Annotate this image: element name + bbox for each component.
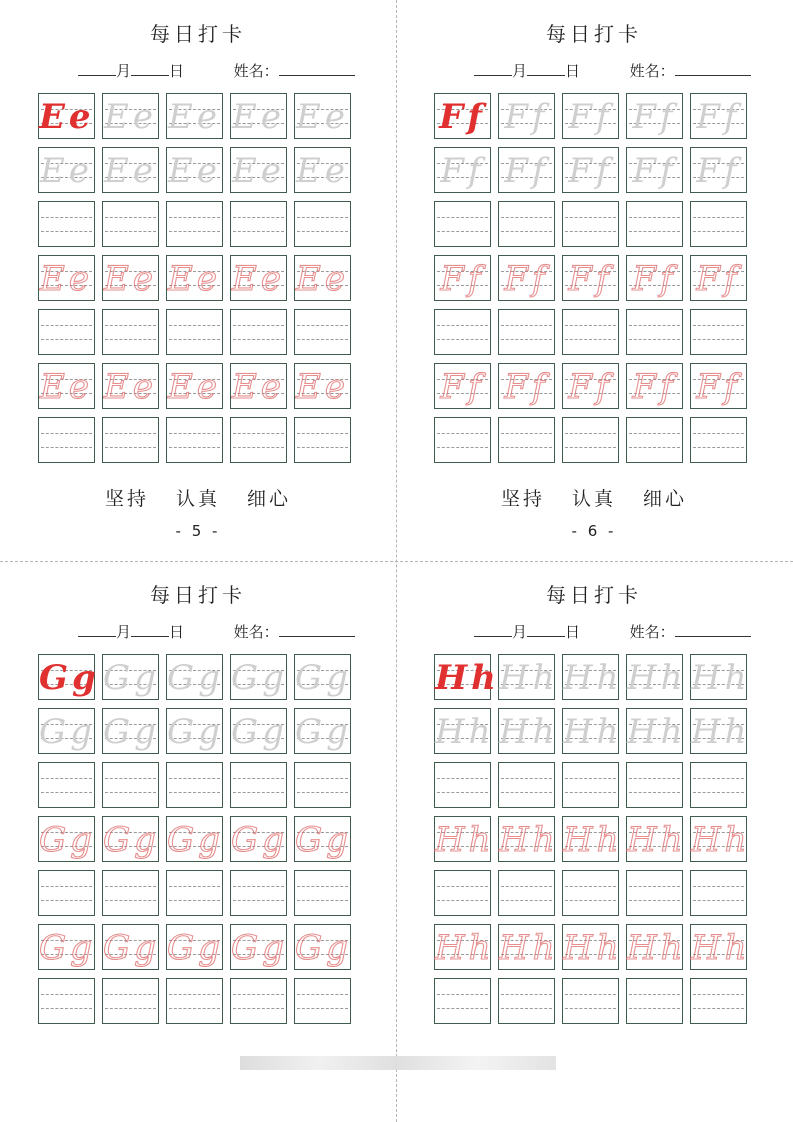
trace-letters: Ff — [632, 97, 677, 137]
writing-cell[interactable] — [230, 309, 287, 355]
trace-letters: Ee — [232, 151, 285, 191]
writing-cell[interactable] — [166, 93, 223, 139]
writing-cell[interactable] — [434, 255, 491, 301]
dotted-trace-letters: Ff — [504, 259, 549, 299]
panel-title: 每日打卡 — [150, 22, 246, 46]
writing-cell[interactable] — [434, 654, 500, 700]
model-letters: Ff — [439, 97, 486, 137]
date-name-line — [474, 60, 751, 81]
grid-row — [38, 762, 351, 808]
writing-cell[interactable] — [498, 93, 555, 139]
writing-cell[interactable] — [294, 93, 351, 139]
trace-letters: Gg — [103, 712, 160, 752]
writing-cell[interactable] — [498, 654, 559, 700]
writing-cell[interactable] — [102, 762, 159, 808]
dotted-trace-letters: Hh — [563, 928, 623, 968]
writing-cell[interactable] — [498, 870, 555, 916]
grid-row — [38, 201, 351, 247]
writing-cell[interactable] — [690, 762, 747, 808]
month-blank[interactable] — [78, 622, 116, 637]
day-label: 日 — [565, 62, 581, 80]
dotted-trace-letters: Ee — [104, 367, 157, 407]
name-blank[interactable] — [279, 61, 355, 76]
month-label: 月 — [512, 623, 528, 641]
grid-row — [38, 870, 351, 916]
trace-letters: Ee — [168, 97, 221, 137]
writing-cell[interactable] — [626, 309, 683, 355]
writing-cell[interactable] — [166, 417, 223, 463]
writing-cell[interactable] — [434, 93, 491, 139]
grid-row — [38, 93, 351, 139]
worksheet-panel — [396, 0, 792, 561]
writing-cell[interactable] — [562, 363, 619, 409]
trace-letters: Ff — [696, 97, 741, 137]
grid-row — [434, 255, 747, 301]
writing-cell[interactable] — [38, 870, 95, 916]
writing-cell[interactable] — [166, 255, 223, 301]
writing-cell[interactable] — [498, 978, 555, 1024]
grid-row — [38, 147, 351, 193]
grid-row — [38, 978, 351, 1024]
dotted-trace-letters: Hh — [435, 928, 495, 968]
writing-grid — [38, 654, 351, 1032]
writing-cell[interactable] — [626, 816, 687, 862]
trace-letters: Gg — [39, 712, 96, 752]
writing-cell[interactable] — [294, 978, 351, 1024]
model-letters: Gg — [39, 658, 100, 698]
writing-cell[interactable] — [562, 309, 619, 355]
dotted-trace-letters: Ee — [232, 259, 285, 299]
writing-cell[interactable] — [166, 708, 223, 754]
dotted-trace-letters: Hh — [499, 820, 559, 860]
grid-row — [434, 309, 747, 355]
grid-row — [434, 762, 747, 808]
dotted-trace-letters: Ff — [440, 367, 485, 407]
writing-cell[interactable] — [626, 363, 683, 409]
writing-cell[interactable] — [626, 924, 687, 970]
dotted-trace-letters: Gg — [103, 820, 160, 860]
worksheet-panel — [0, 561, 396, 1031]
dotted-trace-letters: Gg — [39, 820, 96, 860]
writing-cell[interactable] — [294, 654, 351, 700]
dotted-trace-letters: Hh — [435, 820, 495, 860]
name-blank[interactable] — [675, 622, 751, 637]
writing-cell[interactable] — [690, 708, 751, 754]
trace-letters: Ee — [104, 151, 157, 191]
dotted-trace-letters: Hh — [499, 928, 559, 968]
grid-row — [38, 417, 351, 463]
dotted-trace-letters: Hh — [627, 820, 687, 860]
blurred-watermark — [240, 1056, 556, 1070]
writing-cell[interactable] — [102, 93, 159, 139]
writing-cell[interactable] — [38, 978, 95, 1024]
writing-cell[interactable] — [102, 201, 159, 247]
writing-cell[interactable] — [498, 309, 555, 355]
writing-cell[interactable] — [230, 363, 287, 409]
writing-cell[interactable] — [38, 708, 95, 754]
motto: 坚持 认真 细心 — [500, 488, 688, 510]
writing-cell[interactable] — [562, 924, 623, 970]
writing-cell[interactable] — [626, 870, 683, 916]
month-blank[interactable] — [474, 622, 512, 637]
writing-cell[interactable] — [562, 978, 619, 1024]
writing-cell[interactable] — [690, 654, 751, 700]
writing-cell[interactable] — [102, 870, 159, 916]
writing-cell[interactable] — [562, 201, 619, 247]
day-blank[interactable] — [131, 61, 169, 76]
dotted-trace-letters: Ee — [40, 259, 93, 299]
writing-cell[interactable] — [294, 870, 351, 916]
dotted-trace-letters: Gg — [295, 820, 352, 860]
writing-cell[interactable] — [230, 147, 287, 193]
model-letters: Hh — [435, 658, 500, 698]
writing-cell[interactable] — [102, 309, 159, 355]
dotted-trace-letters: Hh — [627, 928, 687, 968]
trace-letters: Gg — [295, 658, 352, 698]
name-label: 姓名： — [629, 623, 675, 641]
writing-cell[interactable] — [102, 363, 159, 409]
trace-letters: Ee — [232, 97, 285, 137]
dotted-trace-letters: Ee — [168, 367, 221, 407]
writing-cell[interactable] — [498, 762, 555, 808]
month-blank[interactable] — [78, 61, 116, 76]
panel-title: 每日打卡 — [150, 583, 246, 607]
grid-row — [434, 708, 751, 754]
writing-cell[interactable] — [294, 363, 351, 409]
month-label: 月 — [512, 62, 528, 80]
writing-cell[interactable] — [38, 363, 95, 409]
dotted-trace-letters: Ff — [440, 259, 485, 299]
writing-cell[interactable] — [166, 762, 223, 808]
dotted-trace-letters: Ee — [232, 367, 285, 407]
page-number: - 6 - — [571, 522, 617, 540]
writing-cell[interactable] — [294, 255, 351, 301]
dotted-trace-letters: Gg — [167, 820, 224, 860]
day-blank[interactable] — [527, 61, 565, 76]
grid-row — [434, 363, 747, 409]
writing-cell[interactable] — [562, 147, 619, 193]
dotted-trace-letters: Gg — [167, 928, 224, 968]
writing-cell[interactable] — [38, 201, 95, 247]
writing-cell[interactable] — [38, 654, 100, 700]
month-label: 月 — [116, 62, 132, 80]
writing-cell[interactable] — [166, 816, 223, 862]
grid-row — [434, 654, 751, 700]
writing-cell[interactable] — [230, 708, 287, 754]
writing-cell[interactable] — [626, 708, 687, 754]
trace-letters: Hh — [691, 712, 751, 752]
writing-cell[interactable] — [102, 708, 159, 754]
dotted-trace-letters: Hh — [563, 820, 623, 860]
day-blank[interactable] — [131, 622, 169, 637]
writing-cell[interactable] — [294, 924, 351, 970]
writing-cell[interactable] — [498, 816, 559, 862]
writing-cell[interactable] — [690, 816, 751, 862]
dotted-trace-letters: Ee — [296, 367, 349, 407]
writing-cell[interactable] — [626, 417, 683, 463]
grid-row — [434, 93, 747, 139]
trace-letters: Gg — [103, 658, 160, 698]
writing-cell[interactable] — [562, 708, 623, 754]
trace-letters: Hh — [499, 658, 559, 698]
day-label: 日 — [169, 62, 185, 80]
writing-cell[interactable] — [690, 924, 751, 970]
dotted-trace-letters: Gg — [103, 928, 160, 968]
trace-letters: Ee — [296, 97, 349, 137]
writing-cell[interactable] — [434, 870, 491, 916]
writing-cell[interactable] — [498, 708, 559, 754]
writing-cell[interactable] — [230, 924, 287, 970]
writing-cell[interactable] — [294, 201, 351, 247]
writing-cell[interactable] — [626, 201, 683, 247]
dotted-trace-letters: Hh — [691, 820, 751, 860]
dotted-trace-letters: Ff — [632, 259, 677, 299]
writing-cell[interactable] — [498, 255, 555, 301]
dotted-trace-letters: Ff — [696, 367, 741, 407]
writing-cell[interactable] — [38, 762, 95, 808]
writing-cell[interactable] — [498, 147, 555, 193]
dotted-trace-letters: Gg — [231, 820, 288, 860]
dotted-trace-letters: Gg — [231, 928, 288, 968]
trace-letters: Ee — [168, 151, 221, 191]
grid-row — [434, 417, 747, 463]
writing-cell[interactable] — [166, 363, 223, 409]
dotted-trace-letters: Ee — [296, 259, 349, 299]
writing-cell[interactable] — [498, 417, 555, 463]
trace-letters: Gg — [167, 658, 224, 698]
trace-letters: Ee — [104, 97, 157, 137]
trace-letters: Ff — [696, 151, 741, 191]
writing-cell[interactable] — [562, 93, 619, 139]
writing-grid — [434, 654, 751, 1032]
trace-letters: Ff — [568, 97, 613, 137]
writing-cell[interactable] — [294, 816, 351, 862]
grid-row — [38, 654, 351, 700]
writing-cell[interactable] — [38, 417, 95, 463]
grid-row — [434, 978, 747, 1024]
dotted-trace-letters: Ff — [696, 259, 741, 299]
writing-cell[interactable] — [166, 870, 223, 916]
trace-letters: Gg — [167, 712, 224, 752]
writing-cell[interactable] — [102, 978, 159, 1024]
date-name-line — [474, 621, 751, 642]
writing-cell[interactable] — [562, 654, 623, 700]
writing-cell[interactable] — [102, 924, 159, 970]
writing-cell[interactable] — [102, 417, 159, 463]
writing-cell[interactable] — [626, 93, 683, 139]
writing-cell[interactable] — [230, 762, 287, 808]
writing-cell[interactable] — [166, 654, 223, 700]
name-label: 姓名： — [233, 62, 279, 80]
writing-cell[interactable] — [690, 870, 747, 916]
writing-cell[interactable] — [294, 417, 351, 463]
writing-cell[interactable] — [294, 147, 351, 193]
writing-cell[interactable] — [690, 309, 747, 355]
writing-cell[interactable] — [434, 147, 491, 193]
grid-row — [434, 870, 747, 916]
month-label: 月 — [116, 623, 132, 641]
writing-cell[interactable] — [38, 147, 95, 193]
writing-cell[interactable] — [230, 816, 287, 862]
dotted-trace-letters: Ee — [40, 367, 93, 407]
motto: 坚持 认真 细心 — [104, 488, 292, 510]
writing-cell[interactable] — [690, 201, 747, 247]
writing-cell[interactable] — [294, 762, 351, 808]
page-number: - 5 - — [175, 522, 221, 540]
month-blank[interactable] — [474, 61, 512, 76]
writing-cell[interactable] — [38, 816, 95, 862]
writing-cell[interactable] — [166, 924, 223, 970]
trace-letters: Hh — [691, 658, 751, 698]
grid-row — [434, 201, 747, 247]
writing-cell[interactable] — [230, 201, 287, 247]
writing-cell[interactable] — [626, 654, 687, 700]
writing-cell[interactable] — [562, 816, 623, 862]
grid-row — [434, 816, 751, 862]
writing-cell[interactable] — [166, 201, 223, 247]
writing-cell[interactable] — [690, 147, 747, 193]
writing-cell[interactable] — [690, 363, 747, 409]
writing-cell[interactable] — [230, 870, 287, 916]
trace-letters: Hh — [627, 658, 687, 698]
writing-cell[interactable] — [294, 309, 351, 355]
name-blank[interactable] — [279, 622, 355, 637]
writing-cell[interactable] — [690, 417, 747, 463]
trace-letters: Gg — [231, 712, 288, 752]
writing-cell[interactable] — [294, 708, 351, 754]
writing-cell[interactable] — [562, 762, 619, 808]
grid-row — [38, 255, 351, 301]
writing-cell[interactable] — [434, 978, 491, 1024]
dotted-trace-letters: Ff — [568, 259, 613, 299]
trace-letters: Hh — [499, 712, 559, 752]
dotted-trace-letters: Ff — [504, 367, 549, 407]
writing-cell[interactable] — [498, 363, 555, 409]
grid-row — [38, 309, 351, 355]
day-label: 日 — [565, 623, 581, 641]
writing-cell[interactable] — [102, 654, 159, 700]
writing-cell[interactable] — [434, 417, 491, 463]
writing-cell[interactable] — [434, 309, 491, 355]
panel-title: 每日打卡 — [546, 583, 642, 607]
writing-cell[interactable] — [562, 870, 619, 916]
writing-cell[interactable] — [230, 978, 287, 1024]
writing-cell[interactable] — [230, 417, 287, 463]
writing-cell[interactable] — [230, 93, 287, 139]
model-letters: Ee — [39, 97, 95, 137]
writing-cell[interactable] — [166, 309, 223, 355]
trace-letters: Hh — [435, 712, 495, 752]
writing-cell[interactable] — [498, 201, 555, 247]
trace-letters: Ff — [504, 97, 549, 137]
writing-cell[interactable] — [690, 255, 747, 301]
writing-cell[interactable] — [230, 654, 287, 700]
dotted-trace-letters: Ff — [632, 367, 677, 407]
writing-cell[interactable] — [38, 924, 95, 970]
writing-cell[interactable] — [626, 255, 683, 301]
trace-letters: Ff — [568, 151, 613, 191]
writing-cell[interactable] — [102, 816, 159, 862]
writing-cell[interactable] — [626, 762, 683, 808]
writing-grid — [38, 93, 351, 471]
trace-letters: Hh — [563, 712, 623, 752]
writing-cell[interactable] — [102, 255, 159, 301]
writing-cell[interactable] — [102, 147, 159, 193]
dotted-trace-letters: Ee — [104, 259, 157, 299]
worksheet-panel — [396, 561, 792, 1031]
dotted-trace-letters: Hh — [691, 928, 751, 968]
writing-cell[interactable] — [690, 93, 747, 139]
writing-cell[interactable] — [38, 93, 95, 139]
trace-letters: Ee — [40, 151, 93, 191]
panel-title: 每日打卡 — [546, 22, 642, 46]
trace-letters: Gg — [295, 712, 352, 752]
trace-letters: Hh — [563, 658, 623, 698]
writing-cell[interactable] — [626, 978, 683, 1024]
grid-row — [38, 363, 351, 409]
writing-cell[interactable] — [166, 147, 223, 193]
writing-cell[interactable] — [434, 816, 495, 862]
grid-row — [434, 924, 751, 970]
day-label: 日 — [169, 623, 185, 641]
name-blank[interactable] — [675, 61, 751, 76]
writing-cell[interactable] — [434, 201, 491, 247]
date-name-line — [78, 60, 355, 81]
worksheet-panel — [0, 0, 396, 561]
trace-letters: Hh — [627, 712, 687, 752]
writing-cell[interactable] — [38, 309, 95, 355]
writing-cell[interactable] — [38, 255, 95, 301]
day-blank[interactable] — [527, 622, 565, 637]
trace-letters: Ff — [632, 151, 677, 191]
trace-letters: Ff — [504, 151, 549, 191]
grid-row — [434, 147, 747, 193]
dotted-trace-letters: Gg — [39, 928, 96, 968]
writing-cell[interactable] — [562, 417, 619, 463]
name-label: 姓名： — [233, 623, 279, 641]
grid-row — [38, 816, 351, 862]
writing-cell[interactable] — [434, 363, 491, 409]
date-name-line — [78, 621, 355, 642]
name-label: 姓名： — [629, 62, 675, 80]
writing-cell[interactable] — [434, 762, 491, 808]
writing-cell[interactable] — [626, 147, 683, 193]
writing-cell[interactable] — [690, 978, 747, 1024]
grid-row — [38, 708, 351, 754]
writing-grid — [434, 93, 747, 471]
trace-letters: Ee — [296, 151, 349, 191]
writing-cell[interactable] — [562, 255, 619, 301]
writing-cell[interactable] — [434, 708, 495, 754]
writing-cell[interactable] — [434, 924, 495, 970]
dotted-trace-letters: Ee — [168, 259, 221, 299]
dotted-trace-letters: Ff — [568, 367, 613, 407]
writing-cell[interactable] — [166, 978, 223, 1024]
grid-row — [38, 924, 351, 970]
writing-cell[interactable] — [498, 924, 559, 970]
dotted-trace-letters: Gg — [295, 928, 352, 968]
trace-letters: Gg — [231, 658, 288, 698]
writing-cell[interactable] — [230, 255, 287, 301]
trace-letters: Ff — [440, 151, 485, 191]
